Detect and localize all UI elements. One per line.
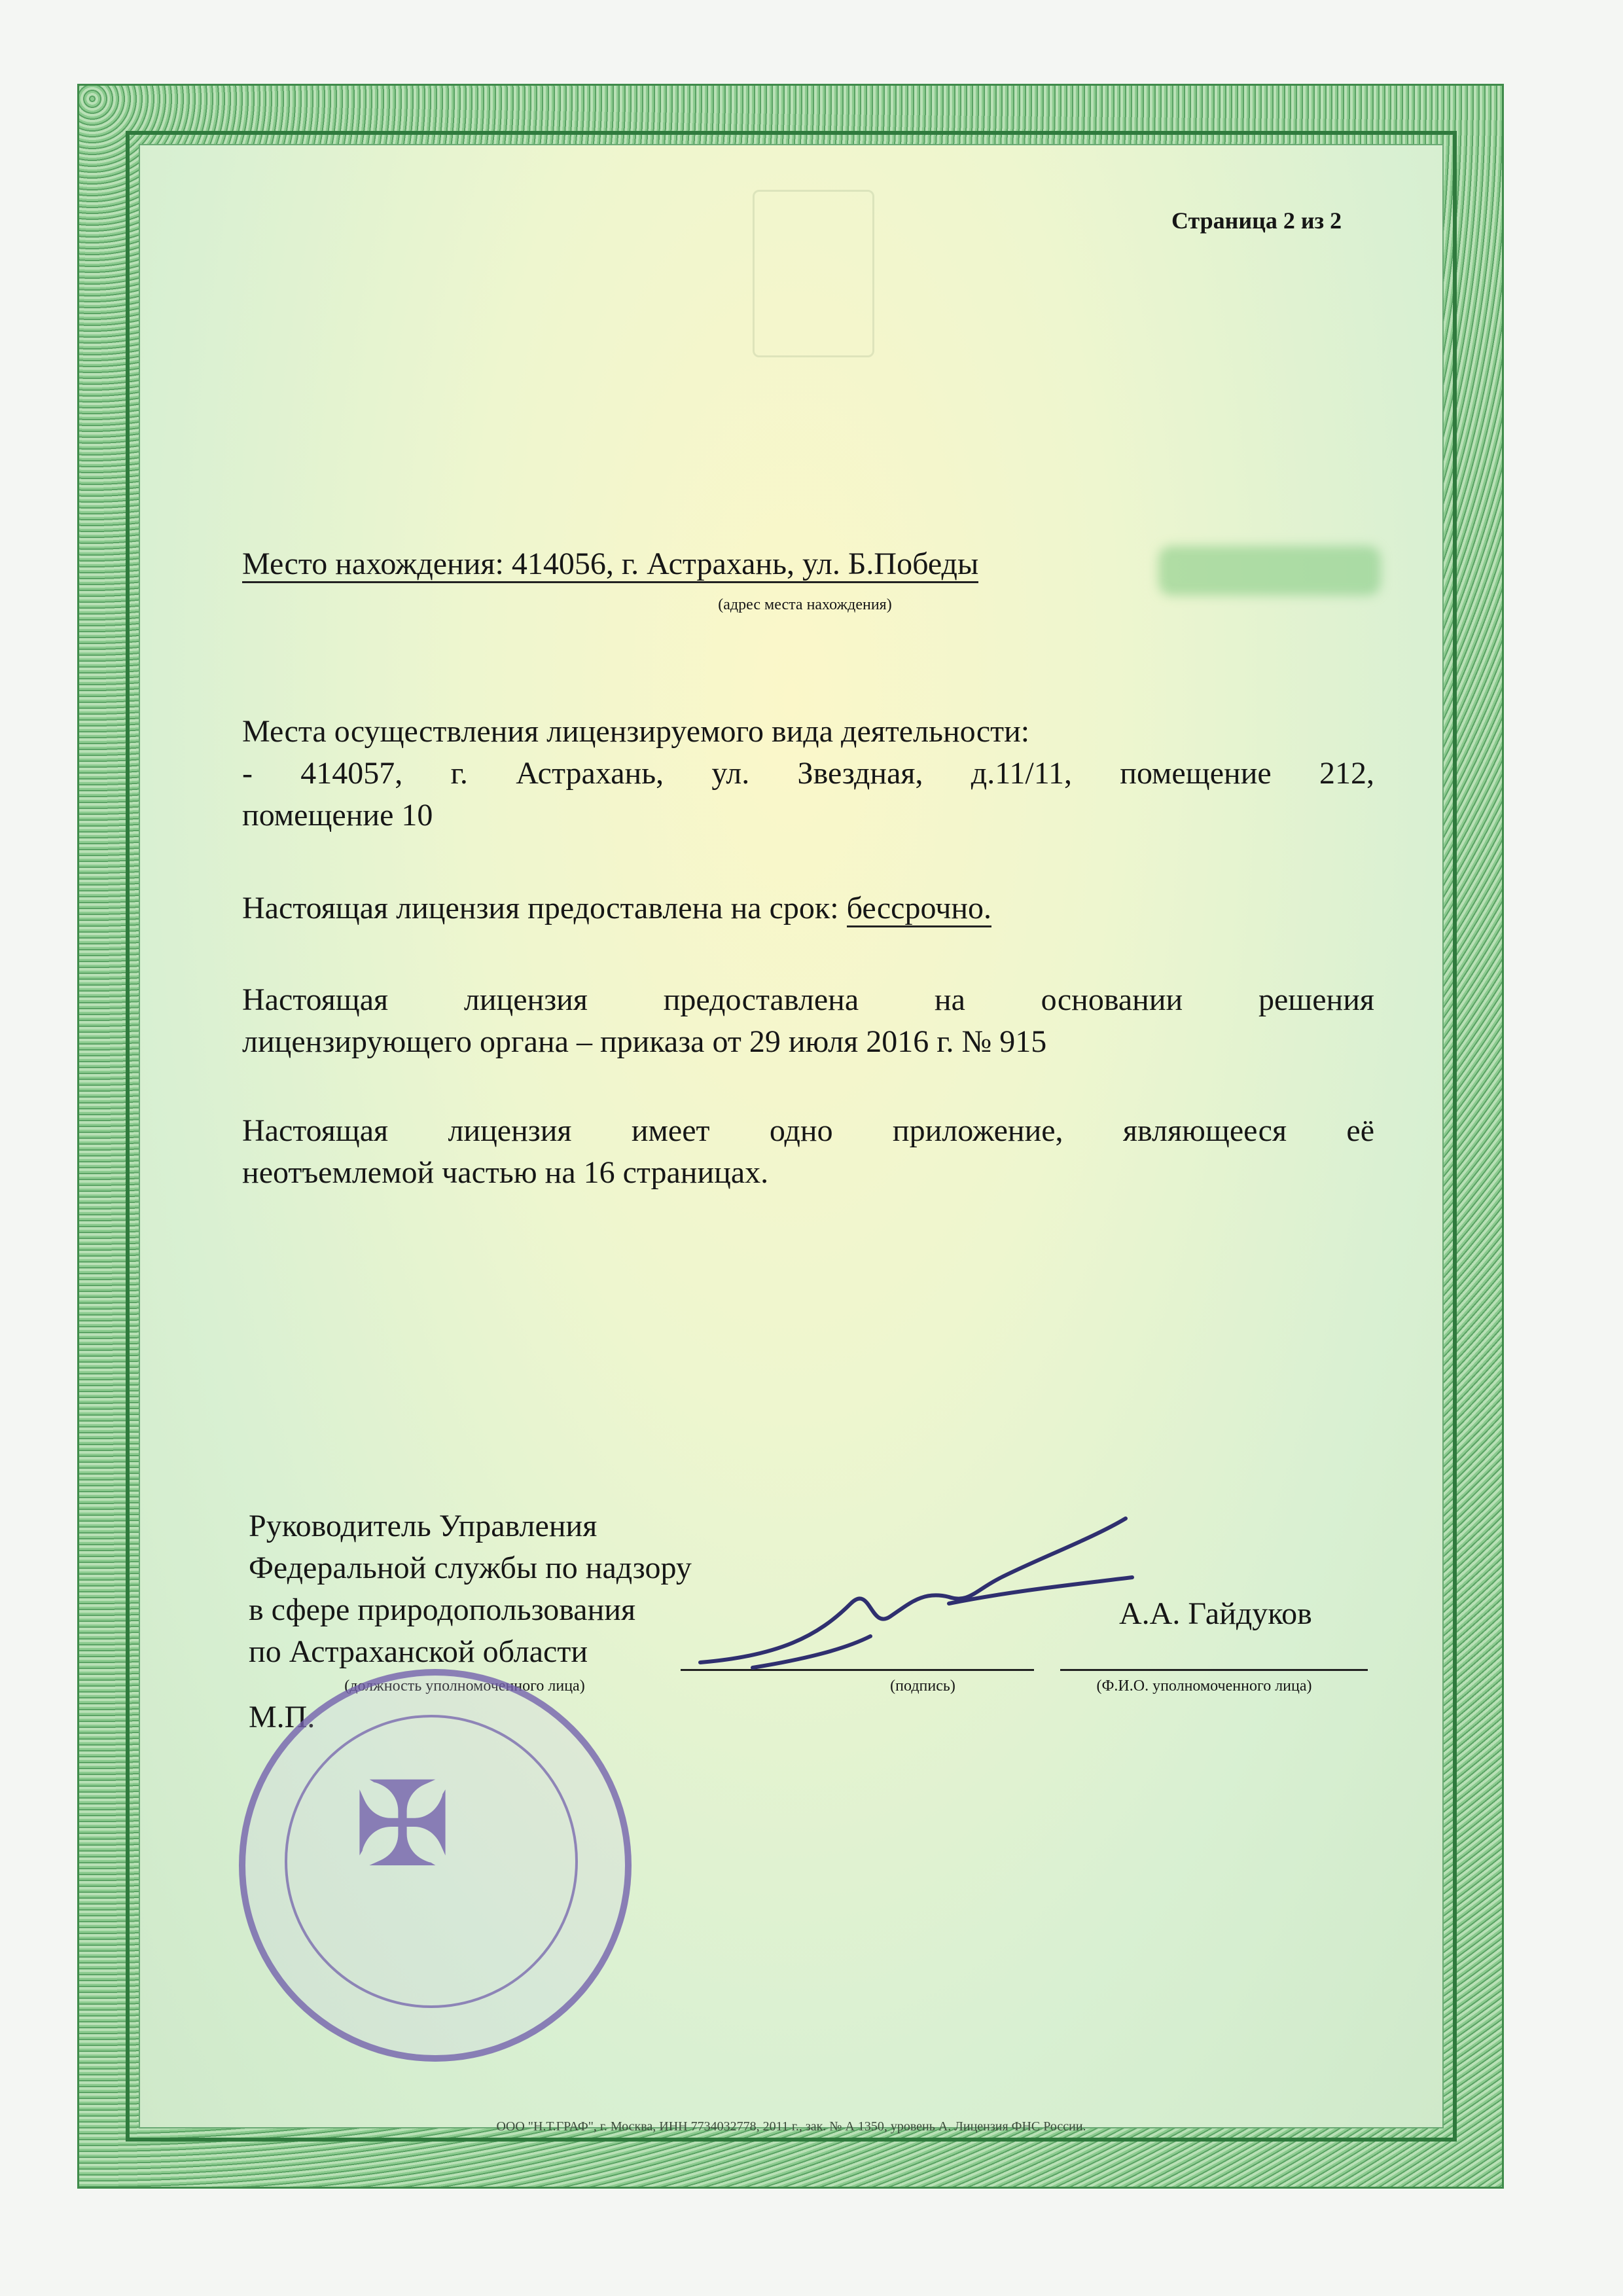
term-block xyxy=(242,888,1374,929)
activity-address-line1: - 414057, г. Астрахань, ул. Звездная, д.11/11, помещение 212, xyxy=(242,756,1374,791)
appendix-line2: неотъемлемой частью на 16 страницах. xyxy=(242,1155,769,1190)
handwritten-signature xyxy=(674,1505,1145,1689)
activity-places xyxy=(242,711,1374,836)
seal-label: М.П. xyxy=(249,1700,315,1734)
position-caption: (должность уполномоченного лица) xyxy=(344,1677,585,1695)
basis-block xyxy=(242,979,1374,1063)
ghost-crest-watermark xyxy=(753,190,874,357)
redacted-address xyxy=(1158,546,1381,596)
term-value: бессрочно. xyxy=(847,891,991,927)
signature-caption: (подпись) xyxy=(890,1677,955,1695)
appendix-block xyxy=(242,1110,1374,1194)
page-number: Страница 2 из 2 xyxy=(1171,207,1342,234)
position-line3: в сфере природопользования xyxy=(249,1592,636,1627)
signatory-name: А.А. Гайдуков xyxy=(1119,1596,1312,1631)
location-caption: (адрес места нахождения) xyxy=(718,596,892,613)
location-text: Место нахождения: 414056, г. Астрахань, ул. Б.Победы xyxy=(242,547,978,583)
position-line4: по Астраханской области xyxy=(249,1634,588,1669)
position-line2: Федеральной службы по надзору xyxy=(249,1551,692,1585)
activity-address-line2: помещение 10 xyxy=(242,798,433,833)
official-seal xyxy=(239,1669,632,2062)
printer-footnote: ООО "Н.Т.ГРАФ", г. Москва, ИНН 7734032778, 2011 г., зак. № А 1350, уровень А. Лицензия ФНС России. xyxy=(496,2119,1086,2134)
appendix-line1: Настоящая лицензия имеет одно приложение, являющееся её xyxy=(242,1113,1374,1148)
eagle-emblem-icon: ✠ xyxy=(353,1761,452,1891)
position-line1: Руководитель Управления xyxy=(249,1509,597,1543)
term-label: Настоящая лицензия предоставлена на срок: xyxy=(242,891,839,925)
basis-line2: лицензирующего органа – приказа от 29 июля 2016 г. № 915 xyxy=(242,1024,1047,1059)
name-caption: (Ф.И.О. уполномоченного лица) xyxy=(1096,1677,1312,1695)
activity-heading: Места осуществления лицензируемого вида деятельности: xyxy=(242,714,1030,749)
ghost-watermark-heading xyxy=(445,484,1165,556)
basis-line1: Настоящая лицензия предоставлена на основании решения xyxy=(242,982,1374,1017)
